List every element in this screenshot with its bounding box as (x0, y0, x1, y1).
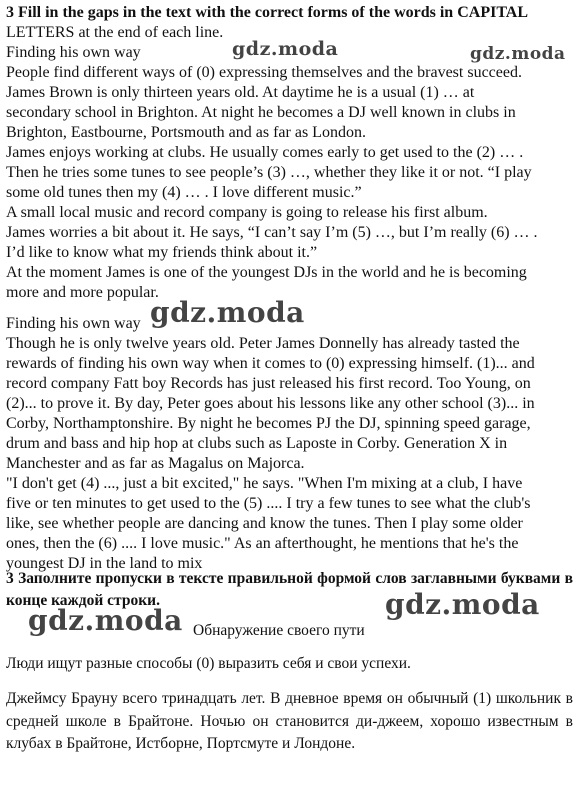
text-two-line: drum and bass and hip hop at clubs such as Laposte in Corby. Generation X in (6, 435, 508, 452)
text-one-line: secondary school in Brighton. At night he becomes a DJ well known in clubs in (6, 104, 516, 121)
text-two-line: Though he is only twelve years old. Peter James Donnelly has already tasted the (6, 335, 520, 352)
task-heading: 3 Fill in the gaps in the text with the correct forms of the words in CAPITAL (6, 4, 529, 21)
text-two-line: ones, then the (6) .... I love music." As an afterthought, he mentions that he's the (6, 535, 519, 552)
watermark-logo: gdz.moda (470, 44, 566, 64)
watermark-logo: gdz.moda (150, 296, 305, 329)
text-one-line: Brighton, Eastbourne, Portsmouth and as far as London. (6, 124, 366, 141)
russian-paragraph: Люди ищут разные способы (0) выразить себя и свои успехи. (6, 655, 411, 672)
text-two-line: record company Fatt boy Records has just released his first record. Too Young, on (6, 375, 531, 392)
russian-task-heading: 3 Заполните пропуски в тексте правильной формой слов заглавными буквами в конце каждой строки. (6, 570, 573, 609)
text-one-title: Finding his own way (6, 44, 141, 61)
russian-paragraph: Джеймсу Брауну всего тринадцать лет. В дневное время он обычный (1) школьник в средней школе в Брайтоне. Ночью он становится ди-джеем, хорошо известным в клубах в Брайтоне, Истборне, Портсмуте и Лондоне. (6, 690, 573, 752)
text-two-title: Finding his own way (6, 315, 141, 332)
watermark-logo: gdz.moda (385, 588, 540, 621)
task-instruction: LETTERS at the end of each line. (6, 24, 224, 41)
text-two-line: "I don't get (4) ..., just a bit excited," he says. "When I'm mixing at a club, I have (6, 475, 523, 492)
text-one-line: A small local music and record company is going to release his first album. (6, 204, 488, 221)
text-two-line: Manchester and as far as Magalus on Majorca. (6, 455, 305, 472)
text-one-line: At the moment James is one of the youngest DJs in the world and he is becoming (6, 264, 527, 281)
text-two-line: Corby, Northamptonshire. By night he becomes PJ the DJ, spinning speed garage, (6, 415, 531, 432)
text-one-line: Then he tries some tunes to see people’s (3) …, whether they like it or not. “I play (6, 164, 532, 181)
text-one-line: I’d like to know what my friends think about it.” (6, 244, 318, 261)
text-one-line: James Brown is only thirteen years old. At daytime he is a usual (1) … at (6, 84, 475, 101)
watermark-logo: gdz.moda (28, 604, 183, 637)
text-one-line: James enjoys working at clubs. He usually comes early to get used to the (2) … . (6, 144, 524, 161)
text-one-line: People find different ways of (0) expressing themselves and the bravest succeed. (6, 64, 522, 81)
watermark-logo: gdz.moda (232, 38, 339, 60)
text-two-line: like, see whether people are dancing and know the tunes. Then I play some older (6, 515, 523, 532)
russian-heading: Обнаружение своего пути (193, 622, 365, 639)
text-two-line: rewards of finding his own way when it comes to (0) expressing himself. (1)... and (6, 355, 535, 372)
text-two-line: five or ten minutes to get used to the (5) .... I try a few tunes to see what the club's (6, 495, 531, 512)
text-one-line: some old tunes then my (4) … . I love different music.” (6, 184, 362, 201)
text-two-line: (2)... to prove it. By day, Peter goes about his lessons like any other school (3)... in (6, 395, 535, 412)
text-two-line: youngest DJ in the land to mix (6, 555, 203, 572)
text-one-line: more and more popular. (6, 284, 159, 301)
text-one-line: James worries a bit about it. He says, “I can’t say I’m (5) …, but I’m really (6) … . (6, 224, 538, 241)
